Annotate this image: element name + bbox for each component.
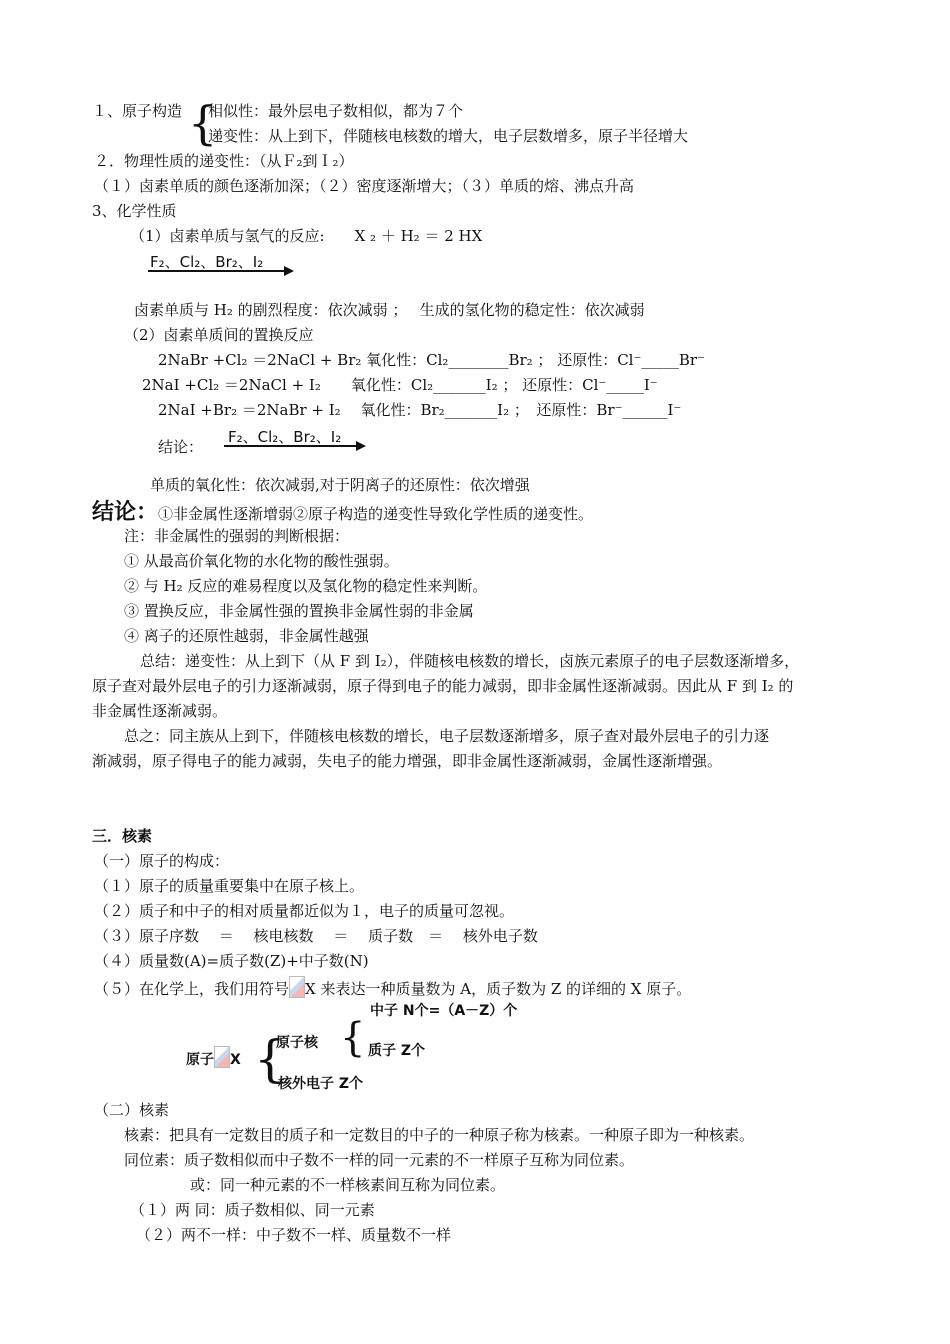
equation-nai-br2: 2NaI +Br₂ ＝2NaBr + I₂ 氧化性：Br₂_______I₂ ； 还原性：Br⁻______I⁻ (158, 401, 682, 419)
note-item-3: ③ 置换反应，非金属性强的置换非金属性弱的非金属 (124, 602, 474, 620)
note-item-4: ④ 离子的还原性越弱，非金属性越强 (124, 627, 369, 645)
atom-composition-heading: （一）原子的构成： (94, 852, 230, 870)
equation-nai-cl2: 2NaI +Cl₂ ＝2NaCl + I₂ 氧化性：Cl₂_______I₂ ； 还原性：Cl⁻_____I⁻ (142, 376, 658, 394)
note-heading: 注：非金属性的强弱的判断根据： (124, 527, 350, 545)
note-item-1: ① 从最高价氧化物的水化物的酸性强弱。 (124, 552, 399, 570)
nuclide-heading: （二）核素 (94, 1101, 170, 1119)
atom-structure-heading: １、原子构造 (92, 102, 183, 120)
conclusion-body: ①非金属性逐渐增弱②原子构造的递变性导致化学性质的递变性。 (158, 505, 594, 523)
overall-line-2: 渐减弱，原子得电子的能力减弱，失电子的能力增强，即非金属性逐渐减弱，金属性逐渐增强。 (92, 752, 723, 770)
hydrogen-reaction-line: （1）卤素单质与氢气的反应: X ₂ ＋ H₂ ＝ 2 HX (130, 227, 483, 245)
equation-nabr-cl2: 2NaBr +Cl₂ ＝2NaCl + Br₂ 氧化性：Cl₂________Br₂ ； 还原性：Cl⁻_____Br⁻ (158, 351, 705, 369)
summary-line-2: 原子查对最外层电子的引力逐渐减弱，原子得到电子的能力减弱，即非金属性逐渐减弱。因此从 F 到 I₂ 的 (92, 677, 794, 695)
overall-line-1: 总之：同主族从上到下，伴随核电核数的增长，电子层数逐渐增多，原子查对最外层电子的引力逐 (124, 727, 770, 745)
summary-line-1: 总结：递变性：从上到下（从 F 到 I₂），伴随核电核数的增长，卤族元素原子的电子层数逐渐增多， (140, 652, 800, 670)
composition-item-5 (94, 976, 691, 999)
note-item-2: ② 与 H₂ 反应的难易程度以及氢化物的稳定性来判断。 (124, 577, 488, 595)
diagram-atom-label: 原子 (186, 1052, 214, 1068)
symbol-text-a: （５）在化学上，我们用符号 (94, 980, 290, 998)
diagram-atom (186, 1046, 241, 1070)
composition-item-4: （４）质量数(A)=质子数(Z)+中子数(N) (94, 952, 369, 970)
similarity-line: 相似性：最外层电子数相似，都为７个 (208, 102, 464, 120)
diagram-nucleus: 原子核 (276, 1035, 318, 1051)
section-title-nuclide: 三．核素 (92, 827, 153, 845)
diagram-x-label: X (230, 1052, 241, 1068)
nuclide-definition: 核素：把具有一定数目的质子和一定数目的中子的一种原子称为核素。一种原子即为一种核素。 (124, 1126, 755, 1144)
isotope-definition: 同位素：质子数相似而中子数不一样的同一元素的不一样原子互称为同位素。 (124, 1151, 635, 1169)
composition-item-3: （３）原子序数 ＝ 核电核数 ＝ 质子数 ＝ 核外电子数 (94, 927, 538, 945)
diagram-proton: 质子 Z个 (368, 1043, 426, 1059)
arrow-icon (224, 441, 366, 451)
oxidizing-summary: 单质的氧化性：依次减弱,对于阴离子的还原性：依次增强 (150, 476, 530, 494)
conclusion-heading: 结论： (92, 500, 159, 525)
nuclide-symbol-icon (289, 976, 305, 998)
trend-line: 递变性：从上到下，伴随核电核数的增大，电子层数增多，原子半径增大 (208, 127, 689, 145)
isotope-point-2: （２）两不一样：中子数不一样、质量数不一样 (136, 1226, 452, 1244)
isotope-alt-definition: 或：同一种元素的不一样核素间互称为同位素。 (190, 1176, 506, 1194)
symbol-text-b: X 来表达一种质量数为 A，质子数为 Z 的详细的 X 原子。 (305, 980, 692, 998)
arrow-icon (148, 266, 294, 276)
composition-item-1: （１）原子的质量重要集中在原子核上。 (94, 877, 365, 895)
summary-line-3: 非金属性逐渐减弱。 (92, 702, 228, 720)
physical-props-line: （１）卤素单质的颜色逐渐加深；（２）密度逐渐增大；（３）单质的熔、沸点升高 (94, 177, 635, 195)
physical-props-heading: ２．物理性质的递变性：（从Ｆ₂到Ｉ₂） (94, 152, 354, 170)
brace-icon: { (340, 1015, 366, 1061)
conclusion-line (92, 500, 593, 527)
displacement-heading: （2）卤素单质间的置换反应 (124, 326, 314, 344)
halogen-sequence-label-2: F₂、Cl₂、Br₂、I₂ (228, 428, 342, 446)
nuclide-symbol-icon (214, 1046, 230, 1068)
diagram-electron: 核外电子 Z个 (278, 1076, 364, 1092)
composition-item-2: （２）质子和中子的相对质量都近似为１，电子的质量可忽视。 (94, 902, 515, 920)
isotope-point-1: （１）两 同：质子数相似、同一元素 (130, 1201, 375, 1219)
diagram-neutron: 中子 N个=（A－Z）个 (370, 1003, 518, 1019)
chemical-props-heading: 3、化学性质 (92, 202, 177, 220)
conclusion-label: 结论： (158, 438, 204, 456)
brace-icon: { (188, 96, 218, 150)
brace-icon: { (254, 1030, 286, 1088)
halogen-sequence-label: F₂、Cl₂、Br₂、I₂ (150, 253, 264, 271)
reaction-intensity-line: 卤素单质与 H₂ 的剧烈程度：依次减弱 ； 生成的氢化物的稳定性：依次减弱 (134, 301, 645, 319)
